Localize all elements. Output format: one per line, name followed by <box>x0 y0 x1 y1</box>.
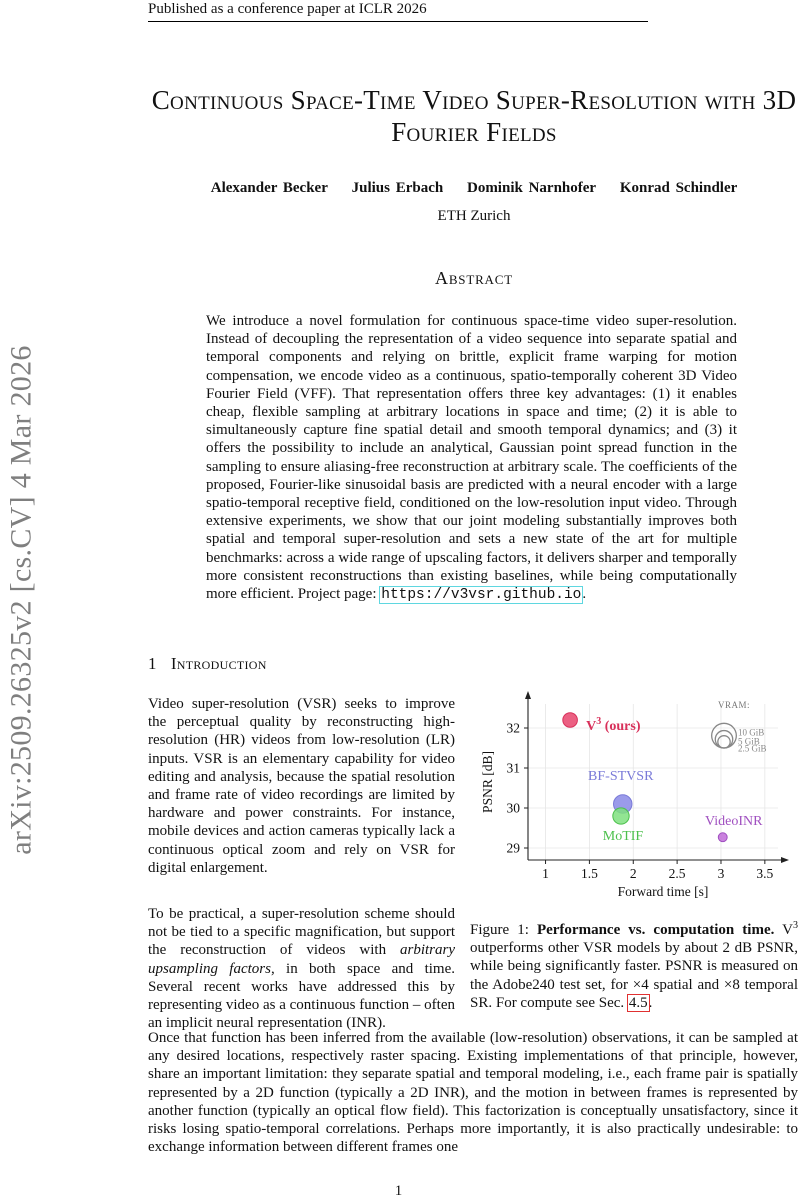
data-label: MoTIF <box>602 829 644 844</box>
vram-legend-label: 5 GiB <box>738 736 760 747</box>
intro-paragraph-1: Video super-resolution (VSR) seeks to improve the perceptual quality by reconstructing high-resolution (HR) videos from low-resolution (LR) inputs. VSR is an elementary capability for video editing and analysis, because the spatial resolution and frame rate of video recordings are limited by hardware and power constraints. For instance, mobile devices and action cameras typically lack a continuous optical zoom and rely on VSR for digital enlargement. <box>148 696 455 876</box>
vram-legend-title: VRAM: <box>717 700 751 710</box>
chart-marks <box>563 713 763 844</box>
x-tick-label: 1.5 <box>580 866 598 881</box>
page-number: 1 <box>394 1183 403 1199</box>
author: Dominik Narnhofer <box>466 180 597 196</box>
data-point <box>563 713 578 728</box>
abstract-end: . <box>582 586 587 603</box>
affiliation: ETH Zurich <box>437 208 511 224</box>
caption-title: Performance vs. computation time. <box>536 922 775 938</box>
vram-legend-label: 10 GiB <box>738 727 765 738</box>
data-label: $V^3$ (ours) <box>586 716 641 734</box>
section-heading <box>148 654 267 674</box>
author-list <box>150 180 798 197</box>
intro-p2-text: To be practical, a super-resolution scheme should not be tied to a specific magnification, but support the reconstruction of videos with <box>148 906 455 959</box>
performance-chart <box>466 690 796 905</box>
abstract-body <box>206 312 737 604</box>
header-rule <box>148 21 648 22</box>
y-axis-label: PSNR [dB] <box>480 751 495 813</box>
vram-legend-circle <box>718 736 730 748</box>
author: Julius Erbach <box>351 180 444 196</box>
arxiv-id: arXiv:2509.26325v2 [cs.CV] 4 Mar 2026 <box>5 345 38 855</box>
intro-p2-text-end: , in both space and time. Several recent works have addressed this by representing video as a continuous function – often an implicit neural representation (INR). <box>148 960 456 1032</box>
caption-model: V <box>782 922 794 938</box>
y-tick-label: 29 <box>506 840 520 856</box>
y-tick-label: 32 <box>506 720 520 736</box>
intro-paragraph-3: Once that function has been inferred from the available (low-resolution) observations, it can be sampled at any desired locations, respectively raster spacing. Existing implementations of that principle, however, share an important limitation: they separate spatial and temporal modeling, i.e., each frame pair is spatially represented by a 2D function (typically a 2D INR), and the motion in between frames is represented by another function (typically an optical flow field). This factorization is conceptually unsatisfactory, since it risks losing spatio-temporal correlations. Perhaps more importantly, it is also practically undesirable: to exchange information between different frames one <box>148 1030 798 1156</box>
data-point <box>718 833 727 842</box>
section-ref-link[interactable]: 4.5 <box>628 994 648 1011</box>
x-tick-label: 1 <box>542 866 549 881</box>
x-tick-label: 2 <box>629 866 637 881</box>
vram-legend <box>712 700 767 754</box>
section-title: Introduction <box>170 654 267 673</box>
x-tick-label: 3.5 <box>756 866 774 881</box>
caption-model-sup: 3 <box>793 920 798 931</box>
abstract-heading: Abstract <box>435 268 513 288</box>
y-tick-label: 30 <box>506 800 520 816</box>
paper-title: Continuous Space-Time Video Super-Resolution with 3D Fourier Fields <box>151 85 797 147</box>
data-point <box>613 808 629 824</box>
intro-paragraph-2 <box>148 905 455 1032</box>
x-axis-arrow <box>781 857 789 863</box>
section-number: 1 <box>148 654 157 673</box>
x-axis-label: Forward time [s] <box>617 884 709 899</box>
author: Alexander Becker <box>210 180 328 196</box>
caption-text: outperforms other VSR models by about 2 dB PSNR, while being significantly faster. PSNR is measured on the Adobe240 test set, for ×4 spatial and ×8 temporal SR. For compute see Sec. <box>470 940 798 1011</box>
figure-caption <box>470 917 798 1012</box>
caption-label: Figure 1: <box>470 922 529 938</box>
chart-ticks <box>507 721 774 882</box>
project-page-link[interactable]: https://v3vsr.github.io <box>381 587 582 604</box>
x-tick-label: 3 <box>717 866 725 881</box>
intro-p2-emphasis: arbitrary upsampling factors <box>148 942 455 977</box>
caption-end: . <box>648 994 653 1011</box>
vram-legend-label: 2.5 GiB <box>738 743 767 754</box>
running-header: Published as a conference paper at ICLR 2026 <box>148 1 427 17</box>
data-label: BF-STVSR <box>588 769 654 784</box>
author: Konrad Schindler <box>619 180 738 196</box>
y-tick-label: 31 <box>506 760 520 776</box>
arxiv-stamp <box>2 320 42 880</box>
abstract-text: We introduce a novel formulation for continuous space-time video super-resolution. Instead of decoupling the representation of a video sequence into separate spatial and temporal components and relying on brittle, explicit frame warping for motion compensation, we encode video as a continuous, spatio-temporally coherent 3D Video Fourier Field (VFF). That representation offers three key advantages: (1) it enables cheap, flexible sampling at arbitrary locations in space and time; (2) it is able to simultaneously capture fine spatial detail and smooth temporal dynamics; and (3) it offers the possibility to include an analytical, Gaussian point spread function in the sampling to ensure aliasing-free reconstruction at arbitrary scale. The coefficients of the proposed, Fourier-like sinusoidal basis are predicted with a neural encoder with a large spatio-temporal receptive field, conditioned on the low-resolution input video. Through extensive experiments, we show that our joint modeling substantially improves both spatial and temporal super-resolution and sets a new state of the art for multiple benchmarks: across a wide range of upscaling factors, it delivers sharper and temporally more consistent reconstructions than existing baselines, while being computationally more efficient. Project page: <box>206 313 737 603</box>
x-tick-label: 2.5 <box>668 866 686 881</box>
data-label: VideoINR <box>704 814 763 830</box>
y-axis-arrow <box>525 691 531 699</box>
